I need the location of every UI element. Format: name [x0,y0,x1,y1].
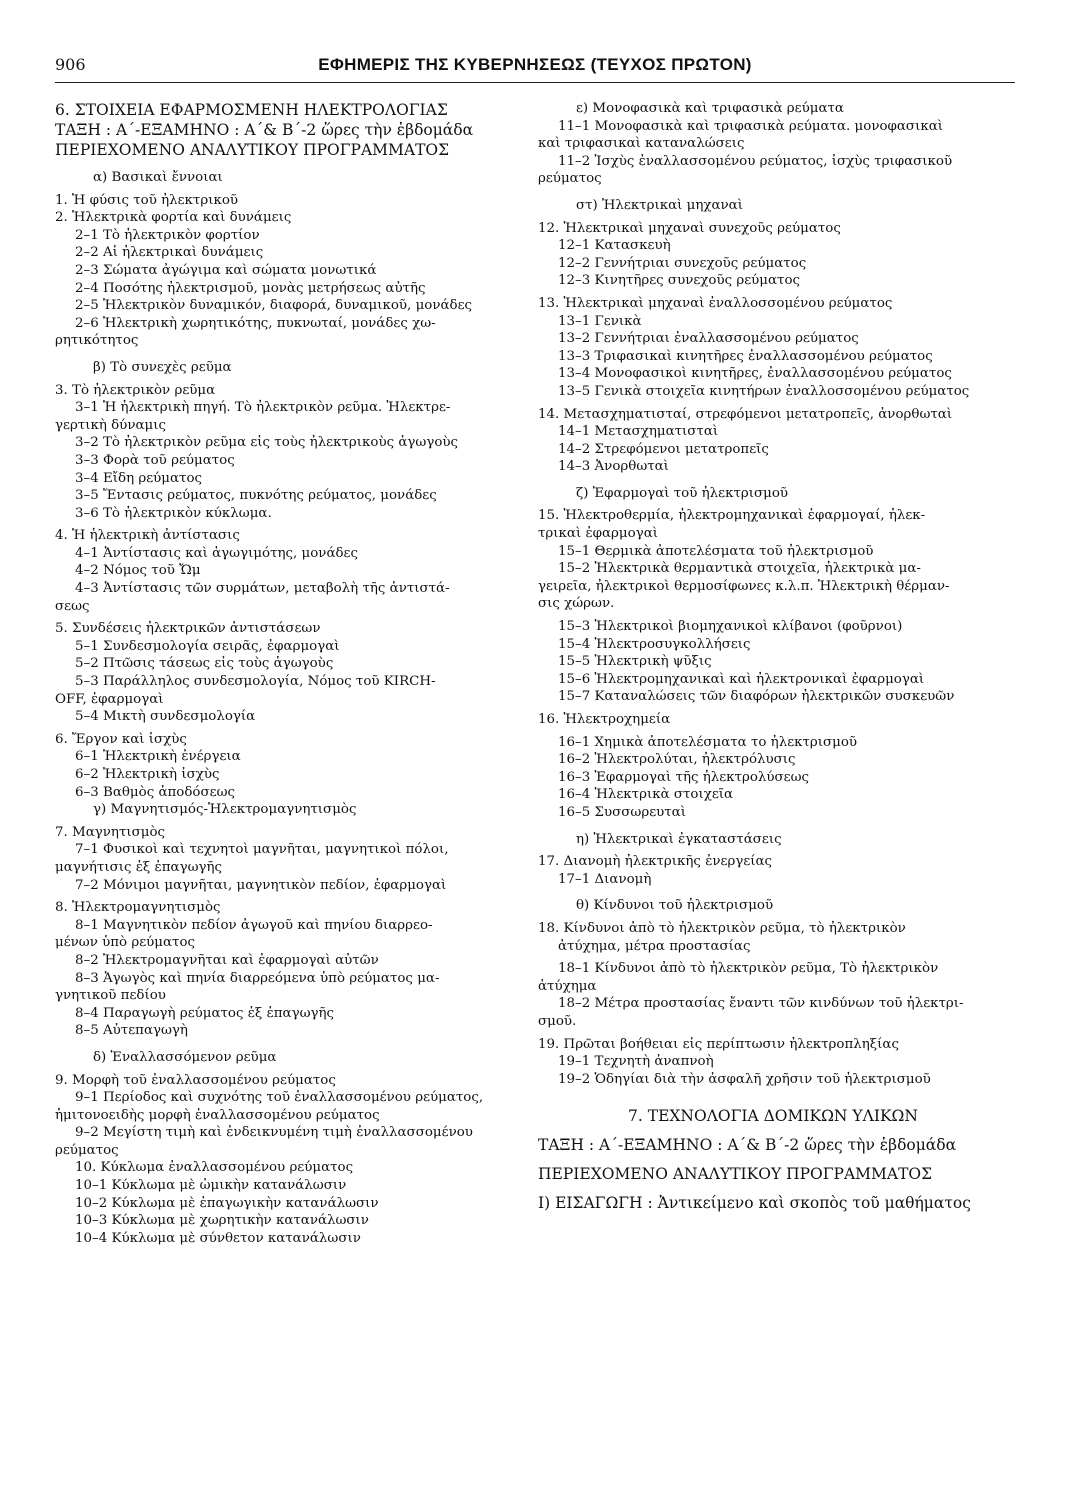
chapter-item: 17. Διανομὴ ἠλεκτρικῆς ἐνεργείας [538,854,773,870]
list-item: 10–3 Κύκλωμα μὲ χωρητικὴν κατανάλωσιν [75,1213,369,1229]
list-item: 8–2 Ἠλεκτρομαγνῆται καὶ ἐφαρμογαὶ αὐτῶν [75,952,379,968]
chapter-item: 2. Ἠλεκτρικὰ φορτία καὶ δυνάμεις [55,210,292,226]
list-item: 15–6 Ἠλεκτρομηχανικαὶ καὶ ἠλεκτρονικαὶ ἐφαρμογαὶ [558,671,925,687]
chapter-item: 15. Ἠλεκτροθερμία, ἠλεκτρομηχανικαὶ ἐφαρμογαί, ἠλεκ- [538,508,926,524]
list-item: 16–2 Ἠλεκτρολύται, ἠλεκτρόλυσις [558,752,796,768]
list-item-continuation: τρικαὶ ἐφαρμογαὶ [538,526,658,542]
list-item: 4–2 Νόμος τοῦ Ὤμ [75,563,201,579]
subsection-heading: γ) Μαγνητισμός-Ἠλεκτρομαγνητισμὸς [93,802,357,818]
list-item: 3–4 Εἴδη ρεύματος [75,470,203,486]
list-item: 8–3 Ἀγωγὸς καὶ πηνία διαρρεόμενα ὑπὸ ρεύματος μα- [75,970,440,986]
subsection-heading: α) Βασικαὶ ἔννοιαι [93,170,223,185]
list-item: 13–5 Γενικὰ στοιχεῖα κινητήρων ἐναλλοσσομένου ρεύματος [558,383,970,399]
content-heading: ΠΕΡΙΕΧΟΜΕΝΟ ΑΝΑΛΥΤΙΚΟΥ ΠΡΟΓΡΑΜΜΑΤΟΣ [538,1165,933,1184]
list-item: 10–2 Κύκλωμα μὲ ἐπαγωγικὴν κατανάλωσιν [75,1195,379,1211]
list-item: 8–4 Παραγωγὴ ρεύματος ἐξ ἐπαγωγῆς [75,1005,335,1021]
introduction-line: Ι) ΕΙΣΑΓΩΓΗ : Ἀντικείμενο καὶ σκοπὸς τοῦ μαθήματος [538,1194,971,1213]
list-item: 6–1 Ἠλεκτρικὴ ἐνέργεια [75,749,241,765]
list-item-continuation: σεως [55,598,90,614]
list-item-continuation: γειρεῖα, ἠλεκτρικοὶ θερμοσίφωνες κ.λ.π. Ἠλεκτρικὴ θέρμαν- [538,578,950,594]
class-schedule: ΤΑΞΗ : Α΄-ΕΞΑΜΗΝΟ : Α΄& Β΄-2 ὥρες τὴν ἑβδομάδα [55,121,474,139]
list-item-continuation: γνητικοῦ πεδίου [55,988,166,1004]
list-item: 10–4 Κύκλωμα μὲ σύνθετον κατανάλωσιν [75,1230,361,1246]
chapter-item: 6. Ἔργον καὶ ἰσχὺς [55,731,187,747]
list-item: 9–1 Περίοδος καὶ συχνότης τοῦ ἐναλλασσομένου ρεύματος, [75,1090,484,1106]
subsection-heading: β) Τὸ συνεχὲς ρεῦμα [93,359,232,375]
list-item: 3–6 Τὸ ἠλεκτρικὸν κύκλωμα. [75,505,272,521]
list-item: 16–1 Χημικὰ ἀποτελέσματα το ἠλεκτρισμοῦ [558,734,858,750]
list-item: 3–2 Τὸ ἠλεκτρικὸν ρεῦμα εἰς τοὺς ἠλεκτρικοὺς ἀγωγοὺς [75,435,459,451]
list-item: 15–4 Ἠλεκτροσυγκολλήσεις [558,636,751,652]
list-item: 11–2 Ἰσχὺς ἐναλλασσομένου ρεύματος, ἰσχὺς τριφασικοῦ [558,153,953,169]
list-item: 11–1 Μονοφασικὰ καὶ τριφασικὰ ρεύματα. μονοφασικαὶ [558,118,943,134]
list-item: 16–5 Συσσωρευταὶ [558,804,686,820]
list-item: 14–2 Στρεφόμενοι μετατροπεῖς [558,441,769,457]
list-item: 19–2 Ὁδηγίαι διὰ τὴν ἀσφαλῆ χρῆσιν τοῦ ἠλεκτρισμοῦ [558,1071,931,1087]
right-column [538,100,1008,1213]
page-number: 906 [55,55,86,74]
list-item: 17–1 Διανομὴ [558,871,652,887]
subsection-heading: θ) Κίνδυνοι τοῦ ἠλεκτρισμοῦ [576,898,774,914]
list-item: 2–3 Σώματα ἀγώγιμα καὶ σώματα μονωτικά [75,262,377,278]
subsection-heading: δ) Ἐναλλασσόμενον ρεῦμα [93,1049,277,1065]
chapter-item: 4. Ἡ ἠλεκτρικὴ ἀντίστασις [55,528,240,544]
chapter-item: 8. Ἠλεκτρομαγνητισμὸς [55,900,221,916]
page-header [55,56,1015,83]
list-item: 5–1 Συνδεσμολογία σειρᾶς, ἐφαρμογαὶ [75,638,340,654]
list-item: 16–3 Ἐφαρμογαὶ τῆς ἠλεκτρολύσεως [558,769,810,785]
content-heading: ΠΕΡΙΕΧΟΜΕΝΟ ΑΝΑΛΥΤΙΚΟΥ ΠΡΟΓΡΑΜΜΑΤΟΣ [55,141,450,159]
list-item: 8–1 Μαγνητικὸν πεδίον ἀγωγοῦ καὶ πηνίου διαρρεο- [75,917,433,933]
list-item: 2–1 Τὸ ἠλεκτρικὸν φορτίον [75,227,260,243]
list-item: 12–2 Γεννήτριαι συνεχοῦς ρεύματος [558,255,807,271]
list-item: 5–4 Μικτὴ συνδεσμολογία [75,709,256,725]
list-item: 3–1 Ἡ ἠλεκτρικὴ πηγή. Τὸ ἠλεκτρικὸν ρεῦμα. Ἠλεκτρε- [75,400,451,416]
list-item: 12–1 Κατασκευὴ [558,238,671,254]
list-item-continuation: σμοῦ. [538,1013,577,1029]
list-item: 18–2 Μέτρα προστασίας ἔναντι τῶν κινδύνων τοῦ ἠλεκτρι- [558,996,964,1012]
list-item: 6–2 Ἠλεκτρικὴ ἰσχὺς [75,767,220,782]
chapter-item: 1. Ἡ φύσις τοῦ ἠλεκτρικοῦ [55,192,239,208]
list-item-continuation: ρητικότητος [55,333,139,349]
chapter-item: 19. Πρῶται βοήθειαι εἰς περίπτωσιν ἠλεκτροπληξίας [538,1036,899,1052]
list-item: 14–3 Ἀνορθωταὶ [558,459,669,475]
list-item: 6–3 Βαθμὸς ἀποδόσεως [75,784,235,800]
list-item-continuation: ρεύματος [538,171,602,187]
list-item: 14–1 Μετασχηματισταὶ [558,424,719,440]
running-title: ΕΦΗΜΕΡΙΣ ΤΗΣ ΚΥΒΕΡΝΗΣΕΩΣ (ΤΕΥΧΟΣ ΠΡΩΤΟΝ) [318,55,752,74]
list-item: 19–1 Τεχνητὴ ἀναπνοὴ [558,1054,714,1070]
chapter-item: 9. Μορφὴ τοῦ ἐναλλασσομένου ρεύματος [55,1072,336,1088]
list-item: 2–2 Αἱ ἠλεκτρικαὶ δυνάμεις [75,245,264,261]
chapter-item: 16. Ἠλεκτροχημεία [538,712,671,727]
list-item: 15–1 Θερμικὰ ἀποτελέσματα τοῦ ἠλεκτρισμοῦ [558,543,874,559]
list-item: 12–3 Κινητῆρες συνεχοῦς ρεύματος [558,273,801,289]
list-item: 13–2 Γεννήτριαι ἐναλλασσομένου ρεύματος [558,331,859,347]
list-item-continuation: OFF, ἐφαρμογαὶ [55,691,164,707]
list-item-continuation: γερτικὴ δύναμις [55,417,166,433]
subsection-heading: στ) Ἠλεκτρικαὶ μηχαναὶ [576,197,743,213]
chapter-item: 5. Συνδέσεις ἠλεκτρικῶν ἀντιστάσεων [55,621,321,637]
list-item: 15–3 Ἠλεκτρικοὶ βιομηχανικοὶ κλίβανοι (φοῦρνοι) [558,619,903,635]
list-item: 3–5 Ἔντασις ρεύματος, πυκνότης ρεύματος, μονάδες [75,488,437,504]
list-item: 7–2 Μόνιμοι μαγνῆται, μαγνητικὸν πεδίον, ἐφαρμογαὶ [75,877,447,893]
list-item: 4–3 Ἀντίστασις τῶν συρμάτων, μεταβολὴ τῆς ἀντιστά- [75,581,450,597]
list-item: 7–1 Φυσικοὶ καὶ τεχνητοὶ μαγνῆται, μαγνητικοὶ πόλοι, [75,842,449,858]
list-item: 13–4 Μονοφασικοὶ κινητῆρες, ἐναλλασσομένου ρεύματος [558,366,952,382]
list-item: 2–6 Ἠλεκτρικὴ χωρητικότης, πυκνωταί, μονάδες χω- [75,315,436,331]
list-item-continuation: ρεύματος [55,1142,119,1158]
list-item: 2–5 Ἠλεκτρικὸν δυναμικόν, διαφορά, δυναμικοῦ, μονάδες [75,298,473,314]
section-heading: 6. ΣΤΟΙΧΕΙΑ ΕΦΑΡΜΟΣΜΕΝΗ ΗΛΕΚΤΡΟΛΟΓΙΑΣ [55,101,448,119]
list-item-continuation: καὶ τριφασικαὶ καταναλώσεις [538,136,745,152]
chapter-item: 14. Μετασχηματισταί, στρεφόμενοι μετατροπεῖς, ἀνορθωταὶ [538,406,953,422]
list-item: 15–2 Ἠλεκτρικὰ θερμαντικὰ στοιχεῖα, ἠλεκτρικὰ μα- [558,561,921,577]
list-item-continuation: μένων ὑπὸ ρεύματος [55,935,196,951]
list-item-continuation: μαγνήτισις ἐξ ἐπαγωγῆς [55,859,223,875]
chapter-item: 12. Ἠλεκτρικαὶ μηχαναὶ συνεχοῦς ρεύματος [538,220,841,236]
chapter-item: 10. Κύκλωμα ἐναλλασσομένου ρεύματος [75,1160,354,1176]
subsection-heading: η) Ἠλεκτρικαὶ ἐγκαταστάσεις [576,831,782,847]
list-item: 4–1 Ἀντίστασις καὶ ἀγωγιμότης, μονάδες [75,545,358,561]
chapter-item: 18. Κίνδυνοι ἀπὸ τὸ ἠλεκτρικὸν ρεῦμα, τὸ ἠλεκτρικὸν [538,920,906,936]
list-item: 15–5 Ἠλεκτρικὴ ψῦξις [558,654,712,670]
list-item: 13–1 Γενικὰ [558,313,642,329]
list-item: 5–2 Πτῶσις τάσεως εἰς τοὺς ἀγωγοὺς [75,656,334,672]
list-item-continuation: ἡμιτονοειδὴς μορφὴ ἐναλλασσομένου ρεύματος [55,1107,380,1123]
list-item: 13–3 Τριφασικαὶ κινητῆρες ἐναλλασσομένου ρεύματος [558,348,933,364]
list-item: 2–4 Ποσότης ἠλεκτρισμοῦ, μονὰς μετρήσεως αὐτῆς [75,280,426,296]
list-item: 16–4 Ἠλεκτρικὰ στοιχεῖα [558,787,734,803]
subsection-heading: ζ) Ἐφαρμογαὶ τοῦ ἠλεκτρισμοῦ [576,485,789,501]
list-item: 15–7 Καταναλώσεις τῶν διαφόρων ἠλεκτρικῶν συσκευῶν [558,689,955,705]
section-heading: 7. ΤΕΧΝΟΛΟΓΙΑ ΔΟΜΙΚΩΝ ΥΛΙΚΩΝ [628,1107,918,1126]
subsection-heading: ε) Μονοφασικὰ καὶ τριφασικὰ ρεύματα [576,101,844,116]
chapter-item: 3. Τὸ ἠλεκτρικὸν ρεῦμα [55,382,216,398]
chapter-item: 13. Ἠλεκτρικαὶ μηχαναὶ ἐναλλοσσομένου ρεύματος [538,295,893,311]
left-column [55,100,520,1247]
list-item: 18–1 Κίνδυνοι ἀπὸ τὸ ἠλεκτρικὸν ρεῦμα, Τὸ ἠλεκτρικὸν [558,961,939,977]
list-item-continuation: σις χώρων. [538,596,615,612]
class-schedule: ΤΑΞΗ : Α΄-ΕΞΑΜΗΝΟ : Α΄& Β΄-2 ὥρες τὴν ἑβδομάδα [538,1136,957,1155]
list-item: 9–2 Μεγίστη τιμὴ καὶ ἐνδεικνυμένη τιμὴ ἐναλλασσομένου [75,1125,473,1141]
chapter-item: 7. Μαγνητισμὸς [55,824,166,840]
list-item: 5–3 Παράλληλος συνδεσμολογία, Νόμος τοῦ KIRCH- [75,674,436,690]
list-item: 3–3 Φορὰ τοῦ ρεύματος [75,452,235,468]
list-item-continuation: ἀτύχημα, μέτρα προστασίας [558,938,751,954]
list-item: 8–5 Αὐτεπαγωγὴ [75,1023,188,1039]
list-item-continuation: ἀτύχημα [538,978,597,994]
list-item: 10–1 Κύκλωμα μὲ ὠμικὴν κατανάλωσιν [75,1178,347,1194]
